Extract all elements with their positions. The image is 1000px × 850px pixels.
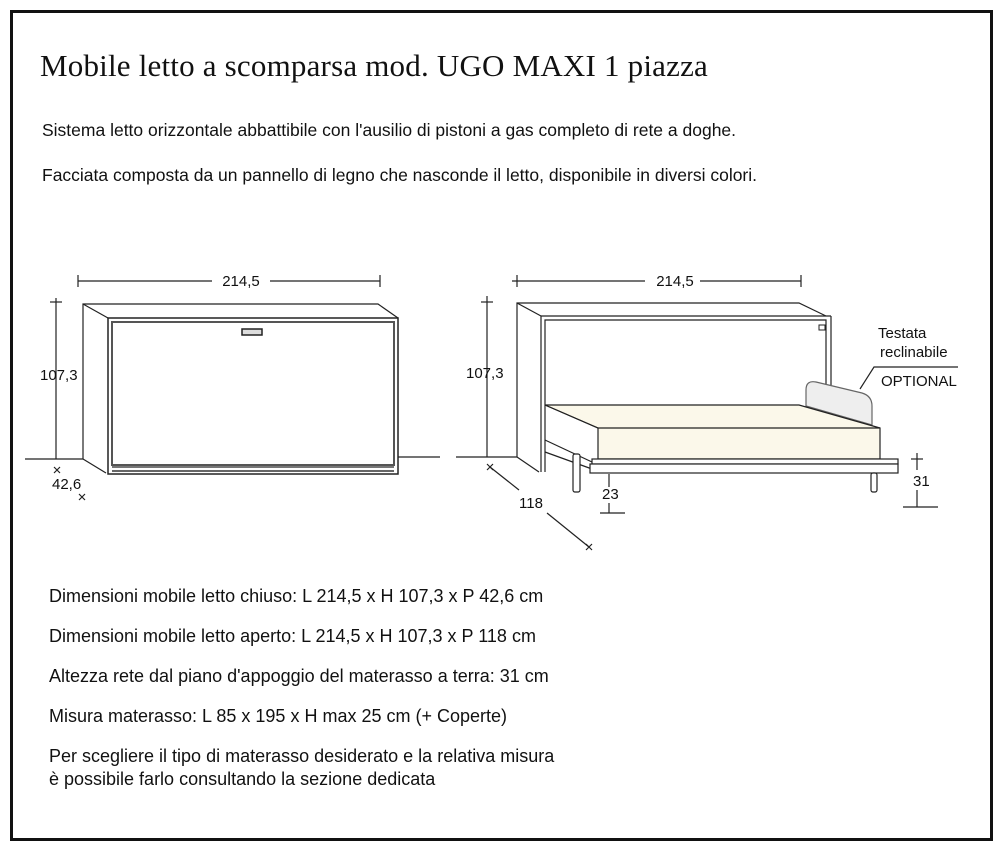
spec-mattress-height: Altezza rete dal piano d'appoggio del materasso a terra: 31 cm [49, 666, 549, 686]
mattress-height-label: 31 [913, 473, 930, 490]
open-bed-diagram [456, 273, 958, 550]
page-title: Mobile letto a scomparsa mod. UGO MAXI 1 piazza [40, 48, 708, 83]
closed-bed-diagram [25, 273, 440, 500]
handle-icon [242, 329, 262, 335]
open-depth-label: 118 [519, 495, 543, 512]
closed-width-label: 214,5 [222, 273, 260, 290]
open-width-label: 214,5 [656, 273, 694, 290]
leg-height-label: 23 [602, 486, 619, 503]
note-line-1: Per scegliere il tipo di materasso desiderato e la relativa misura [49, 746, 555, 766]
note-line-2: è possibile farlo consultando la sezione dedicata [49, 769, 436, 789]
spec-mattress-size: Misura materasso: L 85 x 195 x H max 25 cm (+ Coperte) [49, 706, 508, 726]
headboard-label-1: Testata [878, 325, 927, 342]
open-height-label: 107,3 [466, 365, 504, 382]
optional-label: OPTIONAL [881, 373, 957, 390]
intro-line-2: Facciata composta da un pannello di legno che nasconde il letto, disponibile in diversi colori. [42, 165, 758, 185]
closed-depth-label: 42,6 [52, 476, 82, 493]
closed-height-label: 107,3 [40, 367, 78, 384]
spec-open: Dimensioni mobile letto aperto: L 214,5 x H 107,3 x P 118 cm [49, 626, 536, 646]
spec-closed: Dimensioni mobile letto chiuso: L 214,5 x H 107,3 x P 42,6 cm [49, 586, 544, 606]
intro-line-1: Sistema letto orizzontale abbattibile con l'ausilio di pistoni a gas completo di rete a doghe. [42, 120, 737, 140]
headboard-label-2: reclinabile [880, 344, 948, 361]
